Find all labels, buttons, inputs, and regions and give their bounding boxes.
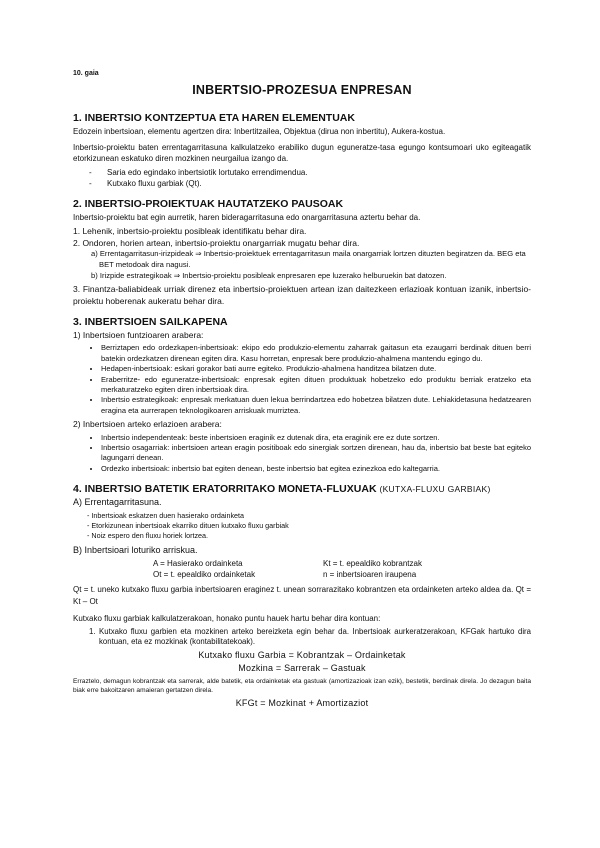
- classification-1-label: 1) Inbertsioen funtzioaren arabera:: [73, 329, 204, 340]
- step-1: 1. Lehenik, inbertsio-proiektu posibleak identifikatu behar dira.: [73, 226, 307, 236]
- formula-cash-flow: Kutxako fluxu Garbia = Kobrantzak – Ordainketak: [198, 649, 406, 660]
- list-item: • Inbertsio osagarriak: inbertsioen artean eragin positiboak edo sinergiak sortzen direnean, hau da, inbertsio bat beste bat egiteko lagungarri denean.: [101, 443, 531, 464]
- variable-kt: Kt = t. epealdiko kobrantzak: [323, 559, 422, 569]
- chapter-tag: 10. gaia: [73, 70, 99, 77]
- classification-2-label: 2) Inbertsioen arteko erlazioen arabera:: [73, 419, 222, 430]
- list-item: • Eraberritze- edo eguneratze-inbertsioak: enpresak egiten dituen produktuak hobetzeko edo produktu berriak eratzeko eta merkaturatzeko egiten diren inbertsioak dira.: [101, 375, 531, 396]
- section-2: [73, 198, 531, 307]
- step-2: 2. Ondoren, horien artean, inbertsio-proiektu onargarriak mugatu behar dira.: [73, 238, 360, 248]
- list-item: • Berriztapen edo ordezkapen-inbertsioak: ekipo edo produkzio-elementu zaharrak gaitasun eta ezaugarri berdinak dituen berri batekin ordezkatzen direnean egiten dira. Kasu horretan, enpresak bere produkzio-ahalmena mantendu egingo du.: [101, 343, 531, 364]
- classification-1-list: [73, 343, 531, 416]
- section-1-heading: 1. INBERTSIO KONTZEPTUA ETA HAREN ELEMENTUAK: [73, 112, 355, 124]
- section-3: [73, 316, 531, 474]
- section-1: [73, 112, 531, 189]
- section-2-heading: 2. INBERTSIO-PROIEKTUAK HAUTATZEKO PAUSOAK: [73, 197, 344, 210]
- profitability-list: [73, 511, 531, 541]
- list-item: - Noiz espero den fluxu horiek lortzea.: [87, 531, 531, 541]
- list-item: • Inbertsio independenteak: beste inbertsioen eraginik ez dutenak dira, eta eraginik ere ez dute sortzen.: [101, 433, 531, 443]
- list-item: - Etorkizunean inbertsioak ekarriko dituen kutxako fluxu garbiak: [87, 521, 531, 531]
- list-item: - Saria edo egindako inbertsiotik lortutako errendimendua.: [89, 167, 531, 178]
- list-item: • Hedapen-inbertsioak: eskari gorakor bati aurre egiteko. Produkzio-ahalmena handitzea bilatzen dute.: [101, 364, 531, 374]
- criterion-a: a) Errentagarritasun-irizpideak ⇒ Inbertsio-proiektuek errentagarritasun maila onargarriak lortzen dituzten begiratzen da. BEG eta BET metodoak dira nagusi.: [91, 249, 526, 269]
- section-2-intro: Inbertsio-proiektu bat egin aurretik, haren bideragarritasuna edo onargarritasuna aztertu behar da.: [73, 212, 421, 222]
- section-1-paragraph-2: Inbertsio-proiektu baten errentagarritasuna kalkulatzeko erabiliko dugun eguneratze-tasa egungo kontsumoari uko egiteagatik etorkizunean eskatuko diren mozkinen neurgailua izango da.: [73, 142, 531, 163]
- criterion-b: b) Irizpide estrategikoak ⇒ Inbertsio-proiektu posibleak enpresaren epe luzerako helburuekin bat datozen.: [91, 271, 447, 281]
- qt-definition: Qt = t. uneko kutxako fluxu garbia inbertsioaren eraginez t. unean sorrarazitako kobrantzen eta ordainketen arteko aldea da. Qt = Kt – Ot: [73, 585, 531, 606]
- section-4-heading-main: 4. INBERTSIO BATETIK ERATORRITAKO MONETA-FLUXUAK: [73, 483, 377, 496]
- calculation-step-1: 1. Kutxako fluxu garbien eta mozkinen arteko bereizketa egin behar da. Inbertsioak aurkeratzerakoan, KFGak hartuko dira kontuan, eta ez mozkinak (kontabilitatekoak).: [89, 626, 531, 647]
- variable-n: n = inbertsioaren iraupena: [323, 570, 417, 580]
- section-4-heading: [73, 483, 531, 495]
- list-item: • Inbertsio estrategikoak: enpresak merkatuan duen lekua berrindartzea edo hobetzea bilatzen dute. Lehiakidetasuna hedatzearen eragina eta aurrerapen teknologikoaren arriskuak murriztea.: [101, 395, 531, 416]
- section-1-paragraph-1: Edozein inbertsioan, elementu agertzen dira: Inbertitzailea, Objektua (dirua non inbertitu), Aukera-kostua.: [73, 127, 446, 136]
- risk-label: B) Inbertsioari loturiko arriskua.: [73, 544, 198, 555]
- variables-table: [73, 558, 531, 580]
- section-1-list: [73, 167, 531, 189]
- section-4-heading-sub: (KUTXA-FLUXU GARBIAK): [379, 484, 491, 495]
- section-3-heading: 3. INBERTSIOEN SAILKAPENA: [73, 315, 228, 328]
- profitability-label: A) Errentagarritasuna.: [73, 497, 162, 508]
- formula-kfg: KFGt = Mozkinat + Amortizaziot: [235, 697, 369, 708]
- assumption-note: Erraztelo, demagun kobrantzak eta sarrerak, alde batetik, eta ordainketak eta gastuak (amortizazioak izan ezik), bestetik, berdinak direla. Jo dezagun baita biak erre bakoitzaren amaieran gertatzen direla.: [73, 677, 531, 695]
- document-title: INBERTSIO-PROZESUA ENPRESAN: [192, 83, 412, 97]
- list-item: - Inbertsioak eskatzen duen hasierako ordainketa: [87, 511, 531, 521]
- section-4: [73, 483, 531, 708]
- classification-2-list: [73, 433, 531, 475]
- document-page: [73, 70, 531, 711]
- calculation-intro: Kutxako fluxu garbiak kalkulatzerakoan, honako puntu hauek hartu behar dira kontuan:: [73, 614, 381, 624]
- step-3: 3. Finantza-baliabideak urriak direnez eta inbertsio-proiektuen artean izan daitezkeen erlazioak kontuan izanik, inbertsio-proiektu hoberenak aukeratu behar dira.: [73, 283, 531, 306]
- formula-profit: Mozkina = Sarrerak – Gastuak: [238, 662, 366, 673]
- list-item: - Kutxako fluxu garbiak (Qt).: [89, 178, 531, 189]
- variable-a: A = Hasierako ordainketa: [153, 559, 243, 569]
- variable-ot: Ot = t. epealdiko ordainketak: [153, 570, 256, 580]
- list-item: • Ordezko inbertsioak: inbertsio bat egiten denean, beste inbertsio bat egitea ezinezkoa edo kaltegarria.: [101, 464, 531, 474]
